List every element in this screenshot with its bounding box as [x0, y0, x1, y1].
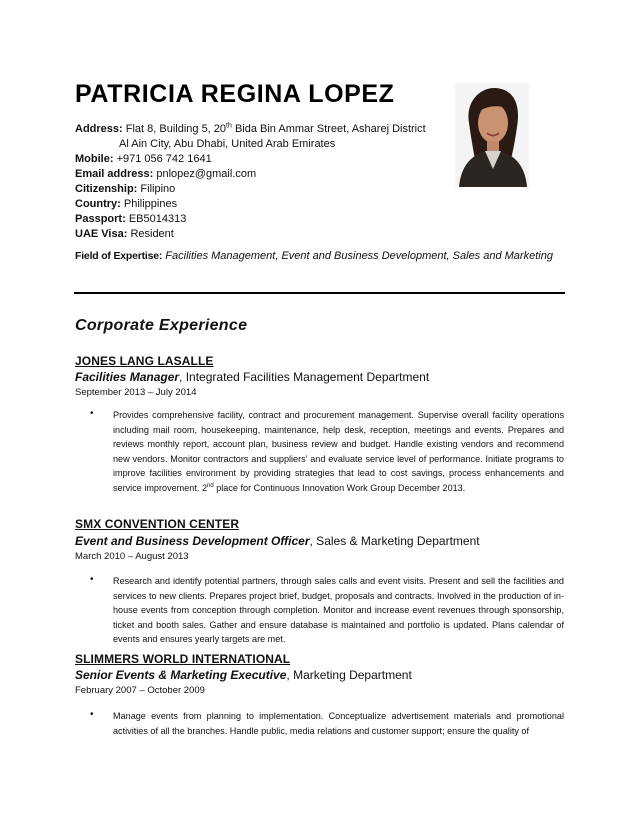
- job-description: [113, 408, 564, 495]
- company-name: SMX CONVENTION CENTER: [75, 517, 240, 531]
- email-value[interactable]: pnlopez@gmail.com: [156, 168, 257, 180]
- address-row: [75, 122, 426, 137]
- section-divider: [74, 292, 565, 294]
- job-dates: March 2010 – August 2013: [75, 551, 189, 562]
- citizenship-row: [75, 182, 426, 197]
- job-title: Facilities Manager: [75, 370, 180, 384]
- job-description-rest: place for Continuous Innovation Work Group December 2013.: [213, 482, 466, 493]
- passport-label: Passport:: [75, 213, 126, 225]
- bullet-icon: •: [90, 709, 94, 720]
- candidate-name: PATRICIA REGINA LOPEZ: [75, 80, 395, 108]
- address-ordinal: th: [226, 122, 232, 130]
- bullet-icon: •: [90, 574, 94, 585]
- job-department: , Marketing Department: [286, 668, 412, 682]
- bullet-icon: •: [90, 408, 94, 419]
- address-line2: Al Ain City, Abu Dhabi, United Arab Emirates: [119, 138, 336, 150]
- expertise-value: Facilities Management, Event and Business Development, Sales and Marketing: [165, 250, 553, 262]
- job-description: Research and identify potential partners, through sales calls and event visits. Present and sell the facilities and services to new clients. Prepares project brief, budget, proposals and contracts. Involved in the production of in-house events from conception through completion. Monitor and increase event revenues through sponsorship, ticket and booth sales. Gather and ensure database is maintained and portfolio is updated. Plans calendar of events and ensures yearly targets are met.: [113, 576, 564, 644]
- address-line1-text: Flat 8, Building 5, 20: [125, 123, 227, 135]
- job-role: [75, 534, 480, 548]
- mobile-value: +971 056 742 1641: [116, 153, 212, 165]
- email-label: Email address:: [75, 168, 154, 180]
- mobile-row: [75, 152, 426, 167]
- job-dates: September 2013 – July 2014: [75, 387, 197, 398]
- passport-value: EB5014313: [128, 213, 187, 225]
- company-name: JONES LANG LASALLE: [75, 354, 214, 368]
- expertise-label: Field of Expertise:: [75, 250, 163, 262]
- job-department: , Integrated Facilities Management Department: [179, 370, 430, 384]
- address-line1: [126, 123, 426, 135]
- job-role: [75, 370, 429, 384]
- address-line1-rest: Bida Bin Ammar Street, Asharej District: [231, 123, 426, 135]
- ordinal-suffix: nd: [207, 482, 214, 489]
- citizenship-label: Citizenship:: [75, 183, 138, 195]
- address-label: Address:: [75, 123, 123, 135]
- country-row: [75, 197, 426, 212]
- visa-value: Resident: [130, 228, 174, 240]
- job-title: Event and Business Development Officer: [75, 534, 310, 548]
- citizenship-value: Filipino: [140, 183, 176, 195]
- field-of-expertise: [75, 250, 553, 262]
- mobile-label: Mobile:: [75, 153, 114, 165]
- country-value: Philippines: [123, 198, 178, 210]
- email-row: [75, 167, 426, 182]
- section-title: Corporate Experience: [75, 317, 248, 334]
- job-description: Manage events from planning to implementation. Conceptualize advertisement materials and promotional activities of all the branches. Handle public, media relations and customer support; ensure the quality of: [113, 711, 564, 736]
- contact-info: [75, 122, 426, 242]
- company-name: SLIMMERS WORLD INTERNATIONAL: [75, 652, 291, 666]
- profile-photo: [455, 83, 529, 187]
- visa-row: [75, 227, 426, 242]
- country-label: Country:: [75, 198, 121, 210]
- passport-row: [75, 212, 426, 227]
- portrait-image: [455, 83, 529, 187]
- visa-label: UAE Visa:: [75, 228, 128, 240]
- job-department: , Sales & Marketing Department: [309, 534, 480, 548]
- job-dates: February 2007 – October 2009: [75, 685, 205, 696]
- job-role: [75, 668, 412, 682]
- job-description-text: Provides comprehensive facility, contract and procurement management. Supervise overall facility operations including mail room, housekeeping, maintenance, help desk, reception, meetings and events. Prepares and reviews monthly report, account plan, business review and budget. Handle existing vendors and recommend new vendors. Monitor contractors and suppliers’ and evaluate service level of performance. Initiate programs to improve facilities environment by providing strategies that lead to cost savings, process enhancements and service improvement. 2: [113, 410, 564, 493]
- job-title: Senior Events & Marketing Executive: [75, 668, 287, 682]
